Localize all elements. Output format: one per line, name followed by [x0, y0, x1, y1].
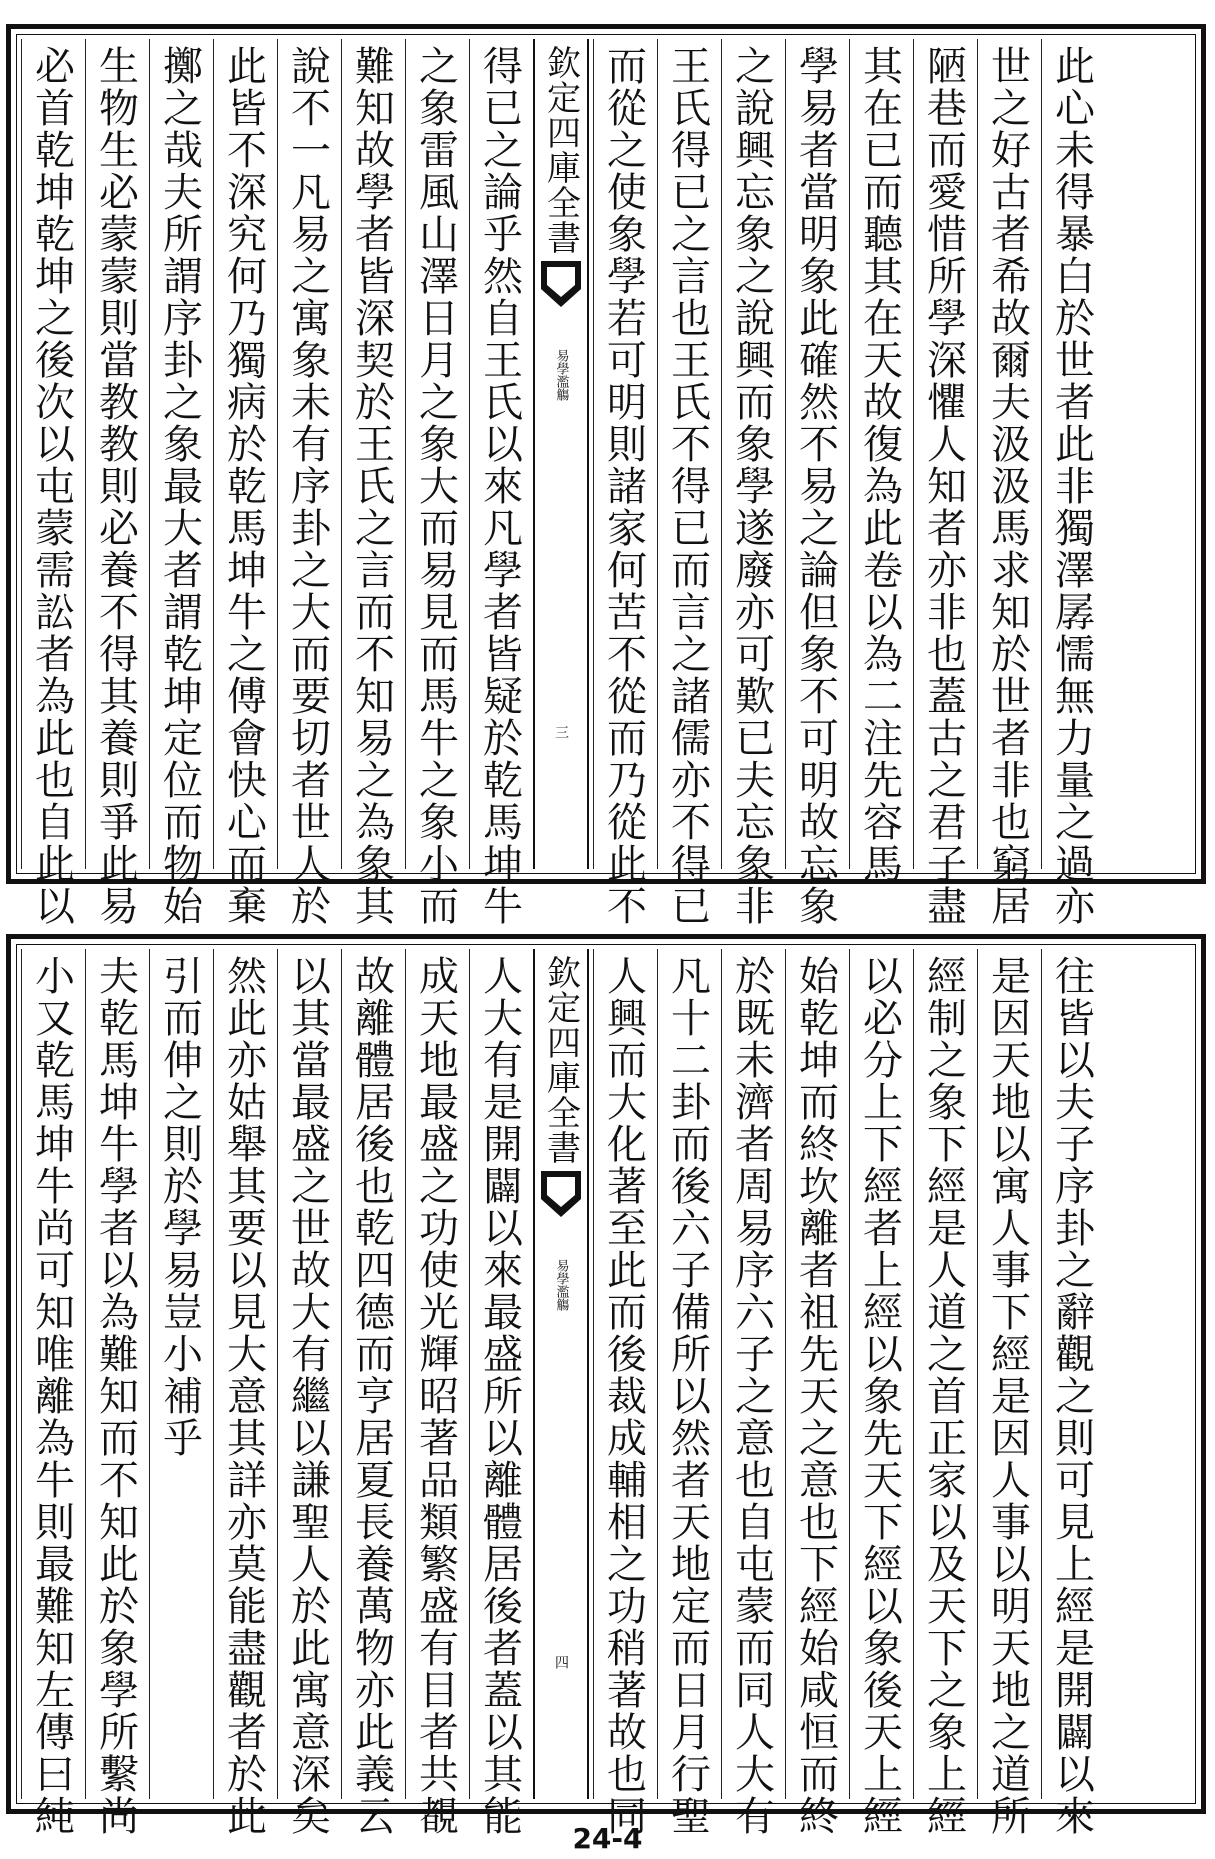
text-column: 引而伸之則於學易豈小補乎 [149, 949, 209, 1799]
text-column: 以其當最盛之世故大有繼以謙聖人於此寓意深矣 [277, 949, 337, 1799]
fish-tail-mark [539, 1169, 583, 1219]
text-column: 之說興忘象之說興而象學遂廢亦可歎已夫忘象非 [721, 39, 781, 869]
book-name: 易學濫觴 [553, 349, 569, 401]
text-column: 此心未得暴白於世者此非獨澤孱懦無力量之過亦 [1041, 39, 1101, 869]
text-columns-top [21, 39, 1191, 927]
text-column: 說不一凡易之寓象未有序卦之大而要切者世人於 [277, 39, 337, 869]
book-name: 易學濫觴 [553, 1259, 569, 1311]
text-column: 凡十二卦而後六子備所以然者天地定而日月行聖 [657, 949, 717, 1799]
fish-tail-mark [539, 259, 583, 309]
text-column: 於既未濟者周易序六子之意也自屯蒙而同人大有 [721, 949, 781, 1799]
series-title: 欽定四庫全書 [540, 955, 581, 1165]
center-fold [533, 39, 589, 869]
text-column: 其在已而聽其在天故復為此卷以為二注先容馬 [849, 39, 909, 869]
text-column: 必首乾坤乾坤之後次以屯蒙需訟者為此也自此以 [21, 39, 81, 869]
text-column: 往皆以夫子序卦之辭觀之則可見上經是開闢以來 [1041, 949, 1101, 1799]
text-column: 生物生必蒙蒙則當教教則必養不得其養則爭此易 [85, 39, 145, 869]
text-column: 成天地最盛之功使光輝昭著品類繁盛有目者共覩 [405, 949, 465, 1799]
text-column: 而從之使象學若可明則諸家何苦不從而乃從此不 [593, 39, 653, 869]
text-column: 小又乾馬坤牛尚可知唯離為牛則最難知左傳曰純 [21, 949, 81, 1799]
text-column: 經制之象下經是人道之首正家以及天下之象上經 [913, 949, 973, 1799]
center-fold [533, 949, 589, 1799]
text-column: 陋巷而愛惜所學深懼人知者亦非也蓋古之君子盡 [913, 39, 973, 869]
page-panel-top [6, 24, 1206, 927]
text-column: 之象雷風山澤日月之象大而易見而馬牛之象小而 [405, 39, 465, 869]
series-title: 欽定四庫全書 [540, 45, 581, 255]
text-column: 難知故學者皆深契於王氏之言而不知易之為象其 [341, 39, 401, 869]
text-column: 世之好古者希故爾夫汲汲馬求知於世者非也窮居 [977, 39, 1037, 869]
text-columns-bottom [21, 949, 1191, 1837]
text-column: 擲之哉夫所謂序卦之象最大者謂乾坤定位而物始 [149, 39, 209, 869]
page-number: 四 [553, 1655, 569, 1669]
text-column: 人大有是開闢以來最盛所以離體居後者蓋以其能 [469, 949, 529, 1799]
page-panel-bottom [6, 934, 1206, 1837]
text-column: 故離體居後也乾四德而亨居夏長養萬物亦此義云 [341, 949, 401, 1799]
page-footer-number: 24-4 [572, 1822, 643, 1855]
text-column: 然此亦姑舉其要以見大意其詳亦莫能盡觀者於此 [213, 949, 273, 1799]
text-column: 王氏得已之言也王氏不得已而言之諸儒亦不得已 [657, 39, 717, 869]
text-column: 以必分上下經者上經以象先天下經以象後天上經 [849, 949, 909, 1799]
text-column: 得已之論乎然自王氏以來凡學者皆疑於乾馬坤牛 [469, 39, 529, 869]
text-column: 人興而大化著至此而後裁成輔相之功稍著故也同 [593, 949, 653, 1799]
page-number: 三 [553, 725, 569, 739]
text-column: 夫乾馬坤牛學者以為難知而不知此於象學所繫尚 [85, 949, 145, 1799]
text-column: 學易者當明象此確然不易之論但象不可明故忘象 [785, 39, 845, 869]
text-column: 始乾坤而終坎離者祖先天之意也下經始咸恒而終 [785, 949, 845, 1799]
text-column: 是因天地以寓人事下經是因人事以明天地之道所 [977, 949, 1037, 1799]
text-column: 此皆不深究何乃獨病於乾馬坤牛之傅會快心而棄 [213, 39, 273, 869]
